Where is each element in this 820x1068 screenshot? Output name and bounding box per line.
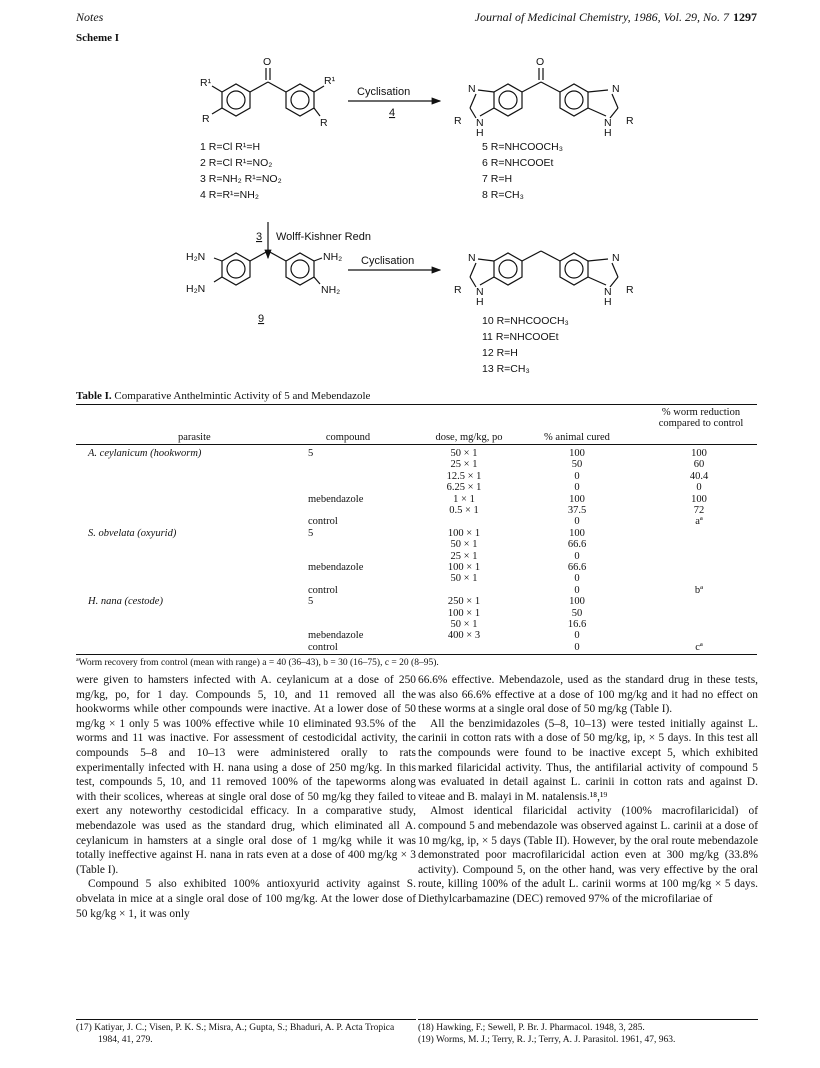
table-label: Table I.: [76, 390, 112, 402]
atom-label: NH₂: [323, 251, 343, 263]
body-paragraph: All the benzimidazoles (5–8, 10–13) were tested initially against L. carinii in cotton rats with a dose of 50 mg/kg, ip, × 5 days. In this test all the compounds were found to be inactive except 5, which exhibited marked filaricidal activity. Thus, the antifilarial activity of compound 5 was evaluated in detail against L. carinii in cotton rats and against D. viteae and B. malayi in M. natalensis.¹⁸,¹⁹: [418, 717, 758, 803]
table-cell-dose: 25 × 1: [450, 550, 478, 562]
table-cell-compound: control: [308, 641, 338, 653]
table-cell-reduction: bª: [694, 584, 704, 596]
bis-benzimidazolyl-methane-structure: [470, 251, 618, 287]
reference-item: (18) Hawking, F.; Sewell, P. Br. J. Pharmacol. 1948, 3, 285.: [418, 1023, 645, 1033]
atom-label: N: [612, 252, 620, 264]
atom-label: N: [468, 83, 476, 95]
table-cell-cured: 66.6: [567, 562, 587, 573]
table-cell-dose: 50 × 1: [450, 448, 478, 459]
body-column-left: [76, 673, 416, 921]
table-cell-compound: control: [308, 516, 338, 528]
atom-label: R¹: [200, 77, 212, 89]
table-cell-compound: mebendazole: [308, 630, 364, 642]
table-cell-compound: 5: [308, 527, 314, 539]
compound-list-item: 1 R=Cl R¹=H: [200, 141, 261, 153]
atom-label: N: [476, 117, 484, 129]
running-header-section: Notes: [76, 10, 104, 24]
table-cell-cured: 100: [569, 527, 585, 539]
header-dose: dose, mg/kg, po: [435, 432, 503, 443]
cyclisation-label: Cyclisation: [357, 86, 411, 98]
compound-list-item: 8 R=CH₃: [482, 189, 524, 201]
table-cell-compound: control: [308, 584, 338, 596]
table-cell-reduction: aª: [695, 516, 703, 528]
reference-item: (19) Worms, M. J.; Terry, R. J.; Terry, A. J. Parasitol. 1961, 47, 963.: [418, 1035, 676, 1045]
atom-label: R: [202, 113, 210, 125]
references-right: [418, 1022, 758, 1046]
atom-label: R: [626, 284, 634, 296]
table-cell-dose: 400 × 3: [447, 630, 481, 642]
table-cell-compound: 5: [308, 448, 314, 459]
running-header-journal: [475, 10, 757, 25]
atom-label: N: [476, 286, 484, 298]
table-cell-reduction: 100: [691, 448, 707, 459]
reference-item: (17) Katiyar, J. C.; Visen, P. K. S.; Misra, A.; Gupta, S.; Bhaduri, A. P. Acta Tropica 1984, 41, 279.: [76, 1023, 395, 1045]
table-cell-dose: 6.25 × 1: [446, 482, 482, 494]
table-cell-reduction: 60: [693, 459, 705, 471]
table-cell-reduction: 40.4: [689, 470, 709, 482]
table-cell-dose: 50 × 1: [450, 619, 478, 630]
atom-label: O: [263, 56, 272, 68]
compound-list-item: 3 R=NH₂ R¹=NO₂: [200, 173, 282, 185]
table-cell-cured: 0: [574, 630, 580, 642]
table-cell-parasite: S. obvelata (oxyurid): [88, 527, 177, 539]
table-cell-compound: 5: [308, 596, 314, 608]
table-footnote: ªWorm recovery from control (mean with range) a = 40 (36–43), b = 30 (16–75), c = 20 (8–95).: [76, 658, 439, 668]
table-title: Comparative Anthelmintic Activity of 5 and Mebendazole: [114, 390, 371, 402]
cyclisation-label: Cyclisation: [361, 255, 415, 267]
compound-list-item: 4 R=R¹=NH₂: [200, 189, 259, 201]
atom-label: H: [476, 296, 484, 308]
table-cell-dose: 50 × 1: [450, 539, 478, 551]
compound-list-item: 10 R=NHCOOCH₃: [482, 315, 569, 327]
compound-list-item: 7 R=H: [482, 173, 513, 185]
table-cell-dose: 12.5 × 1: [446, 470, 482, 482]
atom-label: N: [612, 83, 620, 95]
table-cell-cured: 37.5: [567, 505, 587, 516]
scheme-label: Scheme I: [76, 32, 120, 44]
table-cell-dose: 50 × 1: [450, 573, 478, 585]
atom-label: R¹: [324, 75, 336, 87]
table-cell-cured: 100: [569, 596, 585, 608]
atom-label: H₂N: [186, 251, 206, 263]
table-cell-parasite: A. ceylanicum (hookworm): [88, 448, 202, 459]
compound-list-item: 11 R=NHCOOEt: [482, 331, 559, 343]
atom-label: H₂N: [186, 283, 206, 295]
table-cell-dose: 100 × 1: [447, 527, 481, 539]
page-number: 1297: [733, 10, 757, 24]
table-cell-cured: 16.6: [567, 619, 587, 630]
atom-label: N: [604, 286, 612, 298]
atom-label: R: [320, 117, 328, 129]
table-cell-cured: 66.6: [567, 539, 587, 551]
compound-list-item: 12 R=H: [482, 347, 518, 359]
table-cell-dose: 100 × 1: [447, 607, 481, 619]
journal-citation: Journal of Medicinal Chemistry, 1986, Vol. 29, No. 7: [474, 10, 729, 24]
header-parasite: parasite: [178, 432, 211, 443]
atom-label: O: [536, 56, 545, 68]
table-cell-reduction: cª: [695, 641, 703, 653]
body-paragraph: 66.6% effective. Mebendazole, used as the standard drug in these tests, was also 66.6% effective at a dose of 100 mg/kg and it had no effect on these worms at a single oral dose of 50 mg/kg (Table I).: [418, 674, 758, 716]
reagent-label: 3: [256, 231, 263, 243]
compound-number: 9: [258, 313, 265, 325]
table-cell-cured: 0: [574, 516, 580, 528]
atom-label: H: [476, 127, 484, 139]
benzophenone-structure: [212, 68, 324, 116]
table-cell-reduction: 0: [696, 482, 702, 494]
atom-label: N: [604, 117, 612, 129]
atom-label: H: [604, 127, 612, 139]
table-cell-cured: 0: [574, 482, 580, 494]
table-cell-parasite: H. nana (cestode): [88, 596, 163, 608]
table-cell-cured: 100: [569, 493, 585, 505]
table-cell-reduction: 100: [691, 493, 707, 505]
table-cell-dose: 250 × 1: [447, 596, 481, 608]
body-column-right: [418, 673, 758, 907]
compound-list-item: 6 R=NHCOOEt: [482, 157, 554, 169]
compound-list-item: 2 R=Cl R¹=NO₂: [200, 157, 273, 169]
body-paragraph: were given to hamsters infected with A. ceylanicum at a dose of 250 mg/kg, po, for 1 day. Compounds 5, 10, and 11 removed all the hookworms while other compounds were inactive. At a lower dose of 50 mg/kg × 1 only 5 was 100% effective while 10 eliminated 93.5% of the worms and 11 was inactive. For assessment of cestodicidal activity, the compounds 5–8 and 10–13 were administered orally to rats experimentally infected with H. nana using a dose of 250 mg/kg. In this test, compounds 5, 10, and 11 removed 100% of the tapeworms along with their scolices, whereas at single oral dose of 50 mg/kg they failed to exert any noteworthy cestodicidal efficacy. In a comparative study, mebendazole was used as the standard drug, which eliminated all A. ceylanicum in hamsters at a single oral dose of 1 mg/kg while it was totally ineffective against H. nana in rats even at a dose of 400 mg/kg × 3 (Table I).: [76, 674, 416, 876]
bis-benzimidazolyl-ketone-structure: [470, 68, 618, 118]
table-cell-compound: mebendazole: [308, 562, 364, 573]
references-left: [76, 1022, 416, 1046]
table-cell-cured: 50: [571, 607, 583, 619]
table-cell-cured: 0: [574, 641, 580, 653]
table-cell-cured: 0: [574, 584, 580, 596]
table-cell-cured: 0: [574, 573, 580, 585]
atom-label: NH₂: [321, 284, 341, 296]
body-paragraph: Compound 5 also exhibited 100% antioxyurid activity against S. obvelata in mice at a single oral dose of 100 mg/kg. At the lower dose of 50 kg/kg × 1, it was only: [76, 878, 416, 920]
header-compound: compound: [325, 432, 371, 443]
header-cured: % animal cured: [544, 432, 610, 443]
table-cell-reduction: 72: [693, 505, 705, 516]
reagent-label: 4: [389, 107, 396, 119]
table-cell-cured: 100: [569, 448, 585, 459]
table-cell-dose: 0.5 × 1: [449, 505, 479, 516]
table-cell-dose: 100 × 1: [447, 562, 481, 573]
table-cell-cured: 50: [571, 459, 583, 471]
atom-label: R: [626, 115, 634, 127]
scheme-diagram: [0, 46, 820, 386]
wolff-kishner-label: Wolff-Kishner Redn: [276, 231, 371, 243]
table-cell-dose: 25 × 1: [450, 459, 478, 471]
activity-table: [76, 404, 757, 654]
atom-label: H: [604, 296, 612, 308]
table-cell-cured: 0: [574, 470, 580, 482]
table-cell-dose: 1 × 1: [453, 493, 475, 505]
body-paragraph: Almost identical filaricidal activity (100% macrofilaricidal) of compound 5 and mebendazole was observed against L. carinii at a dose of 10 mg/kg, ip, × 5 days (Table II). However, by the oral route mebendazole demonstrated poor macrofilaricidal action even at 300 mg/kg (33.8% activity). Compound 5, on the other hand, was very effective by the oral route, killing 100% of the adult L. carinii worms at 100 mg/kg × 5 days. Diethylcarbamazine (DEC) removed 97% of the microfilariae of: [418, 805, 758, 905]
compound-list-item: 13 R=CH₃: [482, 363, 530, 375]
table-cell-cured: 0: [574, 550, 580, 562]
header-reduction: % worm reduction compared to control: [658, 407, 744, 429]
compound-list-item: 5 R=NHCOOCH₃: [482, 141, 563, 153]
atom-label: N: [468, 252, 476, 264]
atom-label: R: [454, 284, 462, 296]
table-cell-compound: mebendazole: [308, 493, 364, 505]
table-caption: [76, 390, 370, 402]
atom-label: R: [454, 115, 462, 127]
